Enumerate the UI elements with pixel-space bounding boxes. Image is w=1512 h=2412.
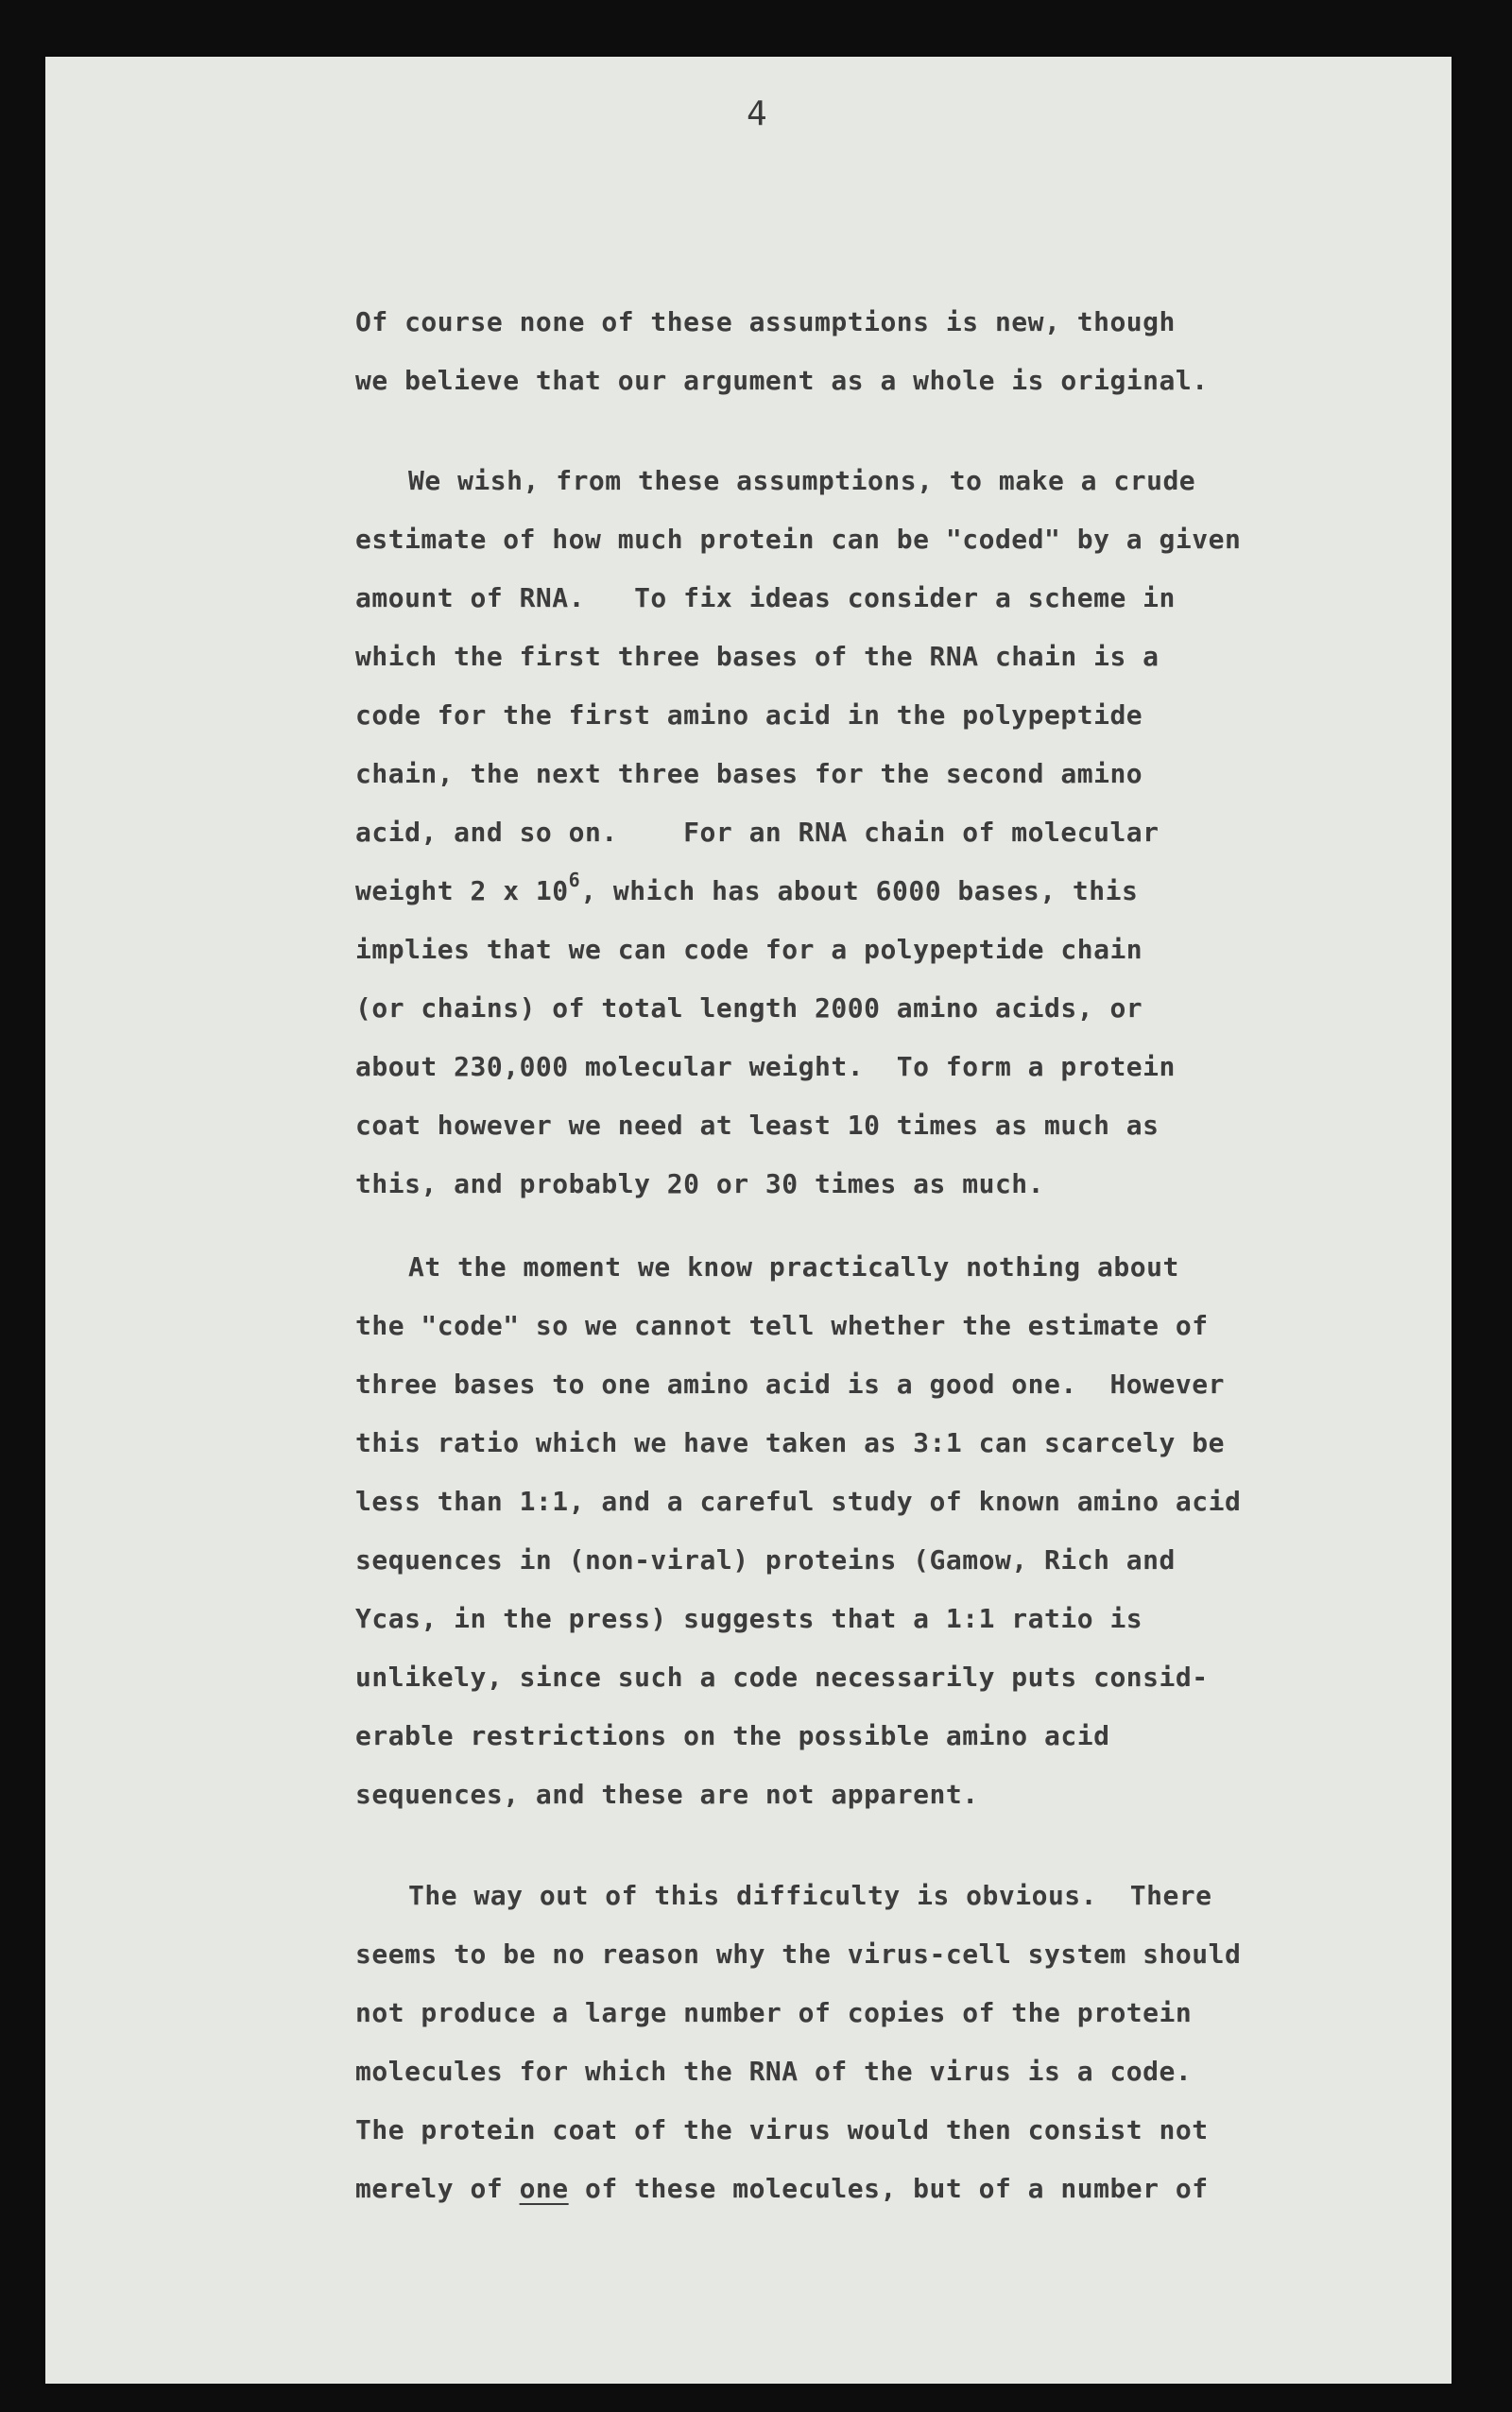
text-fragment: weight 2 x 10 — [355, 875, 569, 906]
text-line: sequences, and these are not apparent. — [355, 1779, 979, 1810]
text-line: we believe that our argument as a whole is original. — [355, 365, 1209, 396]
text-line: The protein coat of the virus would then consist not — [355, 2114, 1209, 2145]
text-line: Ycas, in the press) suggests that a 1:1 ratio is — [355, 1603, 1143, 1634]
page-number: 4 — [747, 95, 767, 133]
text-line: (or chains) of total length 2000 amino acids, or — [355, 992, 1143, 1024]
text-line: chain, the next three bases for the second amino — [355, 758, 1143, 789]
text-line: We wish, from these assumptions, to make a crude — [408, 465, 1196, 496]
paragraph-2 — [355, 452, 1338, 1214]
paragraph-4 — [355, 1867, 1338, 2218]
text-line: which the first three bases of the RNA chain is a — [355, 641, 1160, 672]
text-line-with-exponent — [355, 862, 1338, 921]
text-line: sequences in (non-viral) proteins (Gamow, Rich and — [355, 1544, 1176, 1576]
text-line: Of course none of these assumptions is new, though — [355, 306, 1176, 337]
text-line: The way out of this difficulty is obvious. There — [408, 1880, 1212, 1911]
text-line: acid, and so on. For an RNA chain of molecular — [355, 817, 1160, 848]
text-line: the "code" so we cannot tell whether the estimate of — [355, 1310, 1209, 1341]
text-line: this, and probably 20 or 30 times as much. — [355, 1168, 1045, 1199]
text-line: coat however we need at least 10 times as much as — [355, 1110, 1160, 1141]
text-fragment: , which has about 6000 bases, this — [580, 875, 1139, 906]
text-line: implies that we can code for a polypeptide chain — [355, 934, 1143, 965]
text-line: unlikely, since such a code necessarily puts consid- — [355, 1662, 1209, 1693]
paragraph-1 — [355, 293, 1338, 410]
text-line: seems to be no reason why the virus-cell system should — [355, 1938, 1242, 1970]
text-fragment: of these molecules, but of a number of — [568, 2173, 1209, 2204]
text-line: molecules for which the RNA of the virus is a code. — [355, 2056, 1193, 2087]
text-line: estimate of how much protein can be "coded" by a given — [355, 524, 1242, 555]
text-fragment: merely of — [355, 2173, 520, 2204]
text-line: this ratio which we have taken as 3:1 can scarcely be — [355, 1427, 1225, 1458]
text-line-with-underline — [355, 2160, 1338, 2218]
underlined-word: one — [519, 2173, 569, 2204]
text-line: amount of RNA. To fix ideas consider a scheme in — [355, 582, 1176, 613]
text-line: At the moment we know practically nothing about — [408, 1251, 1179, 1283]
paragraph-3 — [355, 1238, 1338, 1824]
text-line: not produce a large number of copies of the protein — [355, 1997, 1193, 2028]
text-line: erable restrictions on the possible amino acid — [355, 1720, 1110, 1751]
text-line: three bases to one amino acid is a good one. However — [355, 1369, 1225, 1400]
text-line: less than 1:1, and a careful study of known amino acid — [355, 1486, 1242, 1517]
text-line: about 230,000 molecular weight. To form a protein — [355, 1051, 1176, 1082]
exponent: 6 — [568, 869, 581, 891]
text-line: code for the first amino acid in the polypeptide — [355, 699, 1143, 731]
